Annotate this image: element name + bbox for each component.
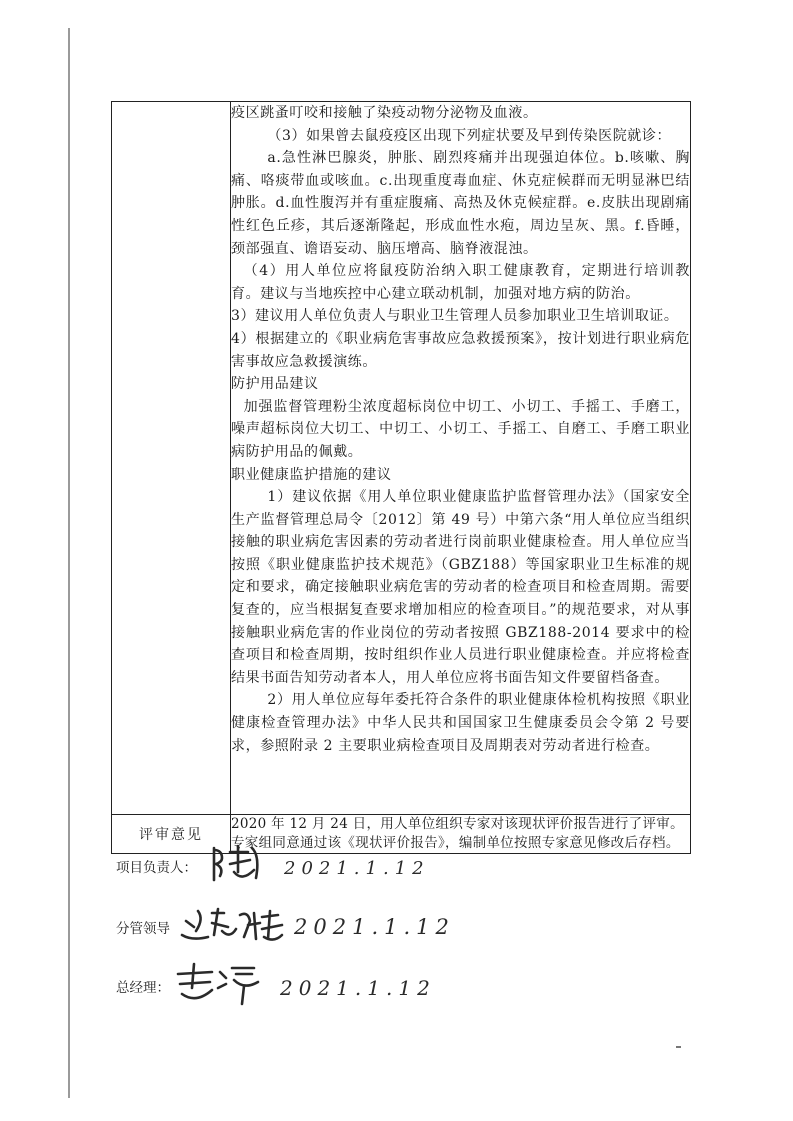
signature-row-general-manager xyxy=(116,962,436,1022)
handwritten-date: 2021.1.12 xyxy=(284,858,430,879)
paragraph: 2）用人单位应每年委托符合条件的职业健康体检机构按照《职业健康检查管理办法》中华人民共和国国家卫生健康委员会令第 2 号要求，参照附录 2 主要职业病检查项目及周期表对劳动者进行检查。 xyxy=(231,692,690,754)
review-label: 评审意见 xyxy=(112,815,231,854)
content-row xyxy=(112,102,691,815)
review-line: 2020 年 12 月 24 日，用人单位组织专家对该现状评价报告进行了评审。 xyxy=(231,816,684,832)
scan-edge-line xyxy=(68,28,70,1098)
paragraph: （3）如果曾去鼠疫疫区出现下列症状要及早到传染医院就诊： xyxy=(267,127,672,144)
handwritten-signature xyxy=(208,842,268,886)
signature-label: 项目负责人： xyxy=(116,860,197,876)
review-line: 专家组同意通过该《现状评价报告》，编制单位按照专家意见修改后存档。 xyxy=(231,835,680,851)
paragraph: 4）根据建立的《职业病危害事故应急救援预案》，按计划进行职业病危害事故应急救援演练。 xyxy=(231,330,690,370)
paragraph: 1）建议依据《用人单位职业健康监护监督管理办法》（国家安全生产监督管理总局令〔2012〕第 49 号）中第六条“用人单位应当组织接触的职业病危害因素的劳动者进行岗前职业健康检查。用人单位应当按照《职业健康监护技术规范》（GBZ188）等国家职业卫生标准的规定和要求，确定接触职业病危害的劳动者的检查项目和检查周期。需要复查的，应当根据复查要求增加相应的检查项目。”的规范要求，对从事接触职业病危害的作业岗位的劳动者按照 GBZ188-2014 要求中的检查项目和检查周期，按时组织作业人员进行职业健康检查。并应将检查结果书面告知劳动者本人，用人单位应将书面告知文件要留档备查。 xyxy=(231,489,690,686)
signature-label: 分管领导 xyxy=(116,921,170,937)
handwritten-signature xyxy=(178,905,288,949)
signature-row-project-lead xyxy=(116,846,436,906)
evaluation-table xyxy=(111,101,691,854)
paragraph: a.急性淋巴腺炎，肿胀、剧烈疼痛并出现强迫体位。b.咳嗽、胸痛、咯痰带血或咳血。c.出现重度毒血症、休克症候群而无明显淋巴结肿胀。d.血性腹泻并有重症腹痛、高热及休克候症群。e.皮肤出现剧痛性红色丘疹，其后逐渐隆起，形成血性水疱，周边呈灰、黑。f.昏睡，颈部强直、谵语妄动、脑压增高、脑脊液混浊。 xyxy=(231,150,690,257)
paragraph: 疫区跳蚤叮咬和接触了染疫动物分泌物及血液。 xyxy=(231,105,538,121)
content-label-cell xyxy=(112,102,231,815)
section-heading: 职业健康监护措施的建议 xyxy=(231,466,392,483)
content-cell xyxy=(231,102,691,815)
paragraph: 3）建议用人单位负责人与职业卫生管理人员参加职业卫生培训取证。 xyxy=(231,308,679,325)
paragraph: （4）用人单位应将鼠疫防治纳入职工健康教育，定期进行培训教育。建议与当地疾控中心建立联动机制，加强对地方病的防治。 xyxy=(231,263,690,302)
section-heading: 防护用品建议 xyxy=(231,376,319,393)
handwritten-signature xyxy=(172,960,272,1010)
handwritten-date: 2021.1.12 xyxy=(280,976,436,1000)
handwritten-date: 2021.1.12 xyxy=(294,915,455,939)
scan-speck xyxy=(676,1046,681,1048)
paragraph: 加强监督管理粉尘浓度超标岗位中切工、小切工、手摇工、手磨工，噪声超标岗位大切工、中切工、小切工、手摇工、自磨工、手磨工职业病防护用品的佩戴。 xyxy=(231,398,690,460)
signature-label: 总经理： xyxy=(116,980,170,996)
signature-row-supervisor xyxy=(116,905,455,965)
